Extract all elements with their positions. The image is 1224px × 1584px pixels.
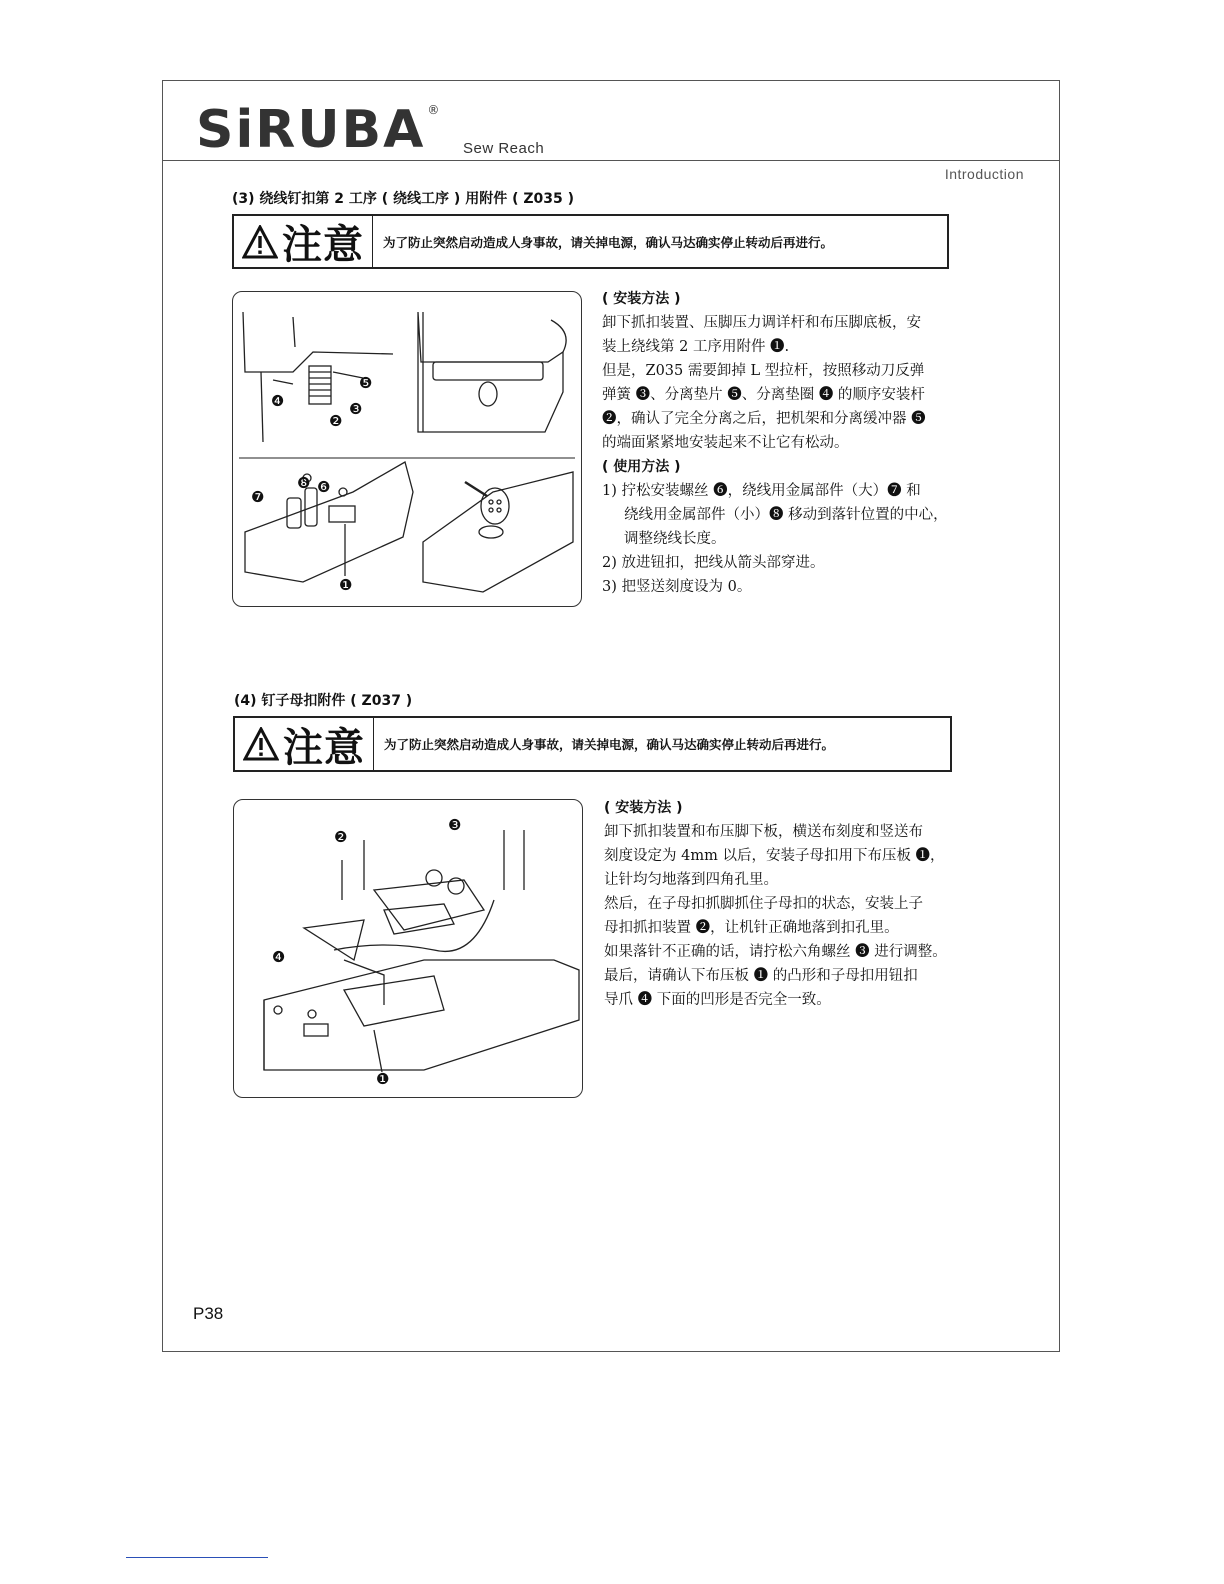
section4-instructions <box>604 796 966 1012</box>
install-line: 但是，Z035 需要卸掉 L 型拉杆，按照移动刀反弹 <box>602 363 925 379</box>
warning-triangle-icon <box>242 225 278 259</box>
install-line: 卸下抓扣装置、压脚压力调详杆和布压脚底板，安 <box>602 315 921 331</box>
section-label: Introduction <box>944 166 1024 182</box>
usage-line: 1) 拧松安装螺丝 ❻，绕线用金属部件（大）❼ 和 <box>602 483 921 499</box>
callout-4: ❹ <box>271 392 285 410</box>
install-line: 如果落针不正确的话，请拧松六角螺丝 ❸ 进行调整。 <box>604 944 947 960</box>
brand-name: SiRUBA <box>196 100 426 160</box>
callout-8: ❽ <box>297 474 311 492</box>
callout-4: ❹ <box>272 948 286 966</box>
caution-badge <box>234 216 373 267</box>
install-line: 导爪 ❹ 下面的凹形是否完全一致。 <box>604 992 831 1008</box>
callout-3: ❸ <box>349 400 363 418</box>
usage-line: 绕线用金属部件（小）❽ 移动到落针位置的中心， <box>624 507 948 523</box>
callout-1: ❶ <box>376 1070 390 1088</box>
section3-figure <box>232 291 582 607</box>
caution-text: 为了防止突然启动造成人身事故，请关掉电源，确认马达确实停止转动后再进行。 <box>383 234 834 250</box>
install-line: 卸下抓扣装置和布压脚下板，横送布刻度和竖送布 <box>604 824 923 840</box>
brand-tagline: Sew Reach <box>463 140 545 157</box>
install-line: 刻度设定为 4mm 以后，安装子母扣用下布压板 ❶， <box>604 848 945 864</box>
usage-line: 2) 放进钮扣，把线从箭头部穿进。 <box>602 555 825 571</box>
callout-7: ❼ <box>251 488 265 506</box>
caution-word: 注意 <box>282 222 364 268</box>
callout-1: ❶ <box>339 576 353 594</box>
install-line: 母扣抓扣装置 ❷，让机针正确地落到扣孔里。 <box>604 920 899 936</box>
install-line: 让针均匀地落到四角孔里。 <box>604 872 778 888</box>
install-heading: ( 安装方法 ) <box>602 291 681 307</box>
callout-6: ❻ <box>317 478 331 496</box>
usage-line: 调整绕线长度。 <box>624 531 726 547</box>
callout-2: ❷ <box>334 828 348 846</box>
install-line: 最后，请确认下布压板 ❶ 的凸形和子母扣用钮扣 <box>604 968 918 984</box>
install-line: 然后，在子母扣抓脚抓住子母扣的状态，安装上子 <box>604 896 923 912</box>
section4-title: (4) 钉子母扣附件 ( Z037 ) <box>234 693 413 709</box>
section3-caution-box <box>232 214 949 269</box>
callout-5: ❺ <box>359 374 373 392</box>
section3-instructions <box>602 287 958 599</box>
bottom-underline <box>126 1557 268 1558</box>
header-divider <box>162 160 1060 161</box>
install-line: 装上绕线第 2 工序用附件 ❶. <box>602 339 790 355</box>
caution-word: 注意 <box>283 724 365 771</box>
page-number: P38 <box>193 1304 224 1323</box>
callout-2: ❷ <box>329 412 343 430</box>
usage-heading: ( 使用方法 ) <box>602 459 681 475</box>
registered-mark: ® <box>427 103 442 117</box>
section4-figure <box>233 799 583 1098</box>
install-line: 弹簧 ❸、分离垫片 ❺、分离垫圈 ❹ 的顺序安装杆 <box>602 387 925 403</box>
section3-title: (3) 绕线钉扣第 2 工序 ( 绕线工序 ) 用附件 ( Z035 ) <box>232 191 574 207</box>
warning-triangle-icon <box>243 727 279 761</box>
install-line: 的端面紧紧地安装起来不让它有松动。 <box>602 435 849 451</box>
brand-logo <box>196 100 442 160</box>
install-heading: ( 安装方法 ) <box>604 800 683 816</box>
z035-attachment-illustration <box>233 292 582 607</box>
caution-badge <box>235 718 374 770</box>
install-line: ❷，确认了完全分离之后，把机架和分离缓冲器 ❺ <box>602 411 926 427</box>
z037-attachment-illustration <box>234 800 583 1098</box>
callout-3: ❸ <box>448 816 462 834</box>
usage-line: 3) 把竖送刻度设为 0。 <box>602 579 752 595</box>
caution-text: 为了防止突然启动造成人身事故，请关掉电源，确认马达确实停止转动后再进行。 <box>384 737 835 752</box>
section4-caution-box <box>233 716 952 772</box>
